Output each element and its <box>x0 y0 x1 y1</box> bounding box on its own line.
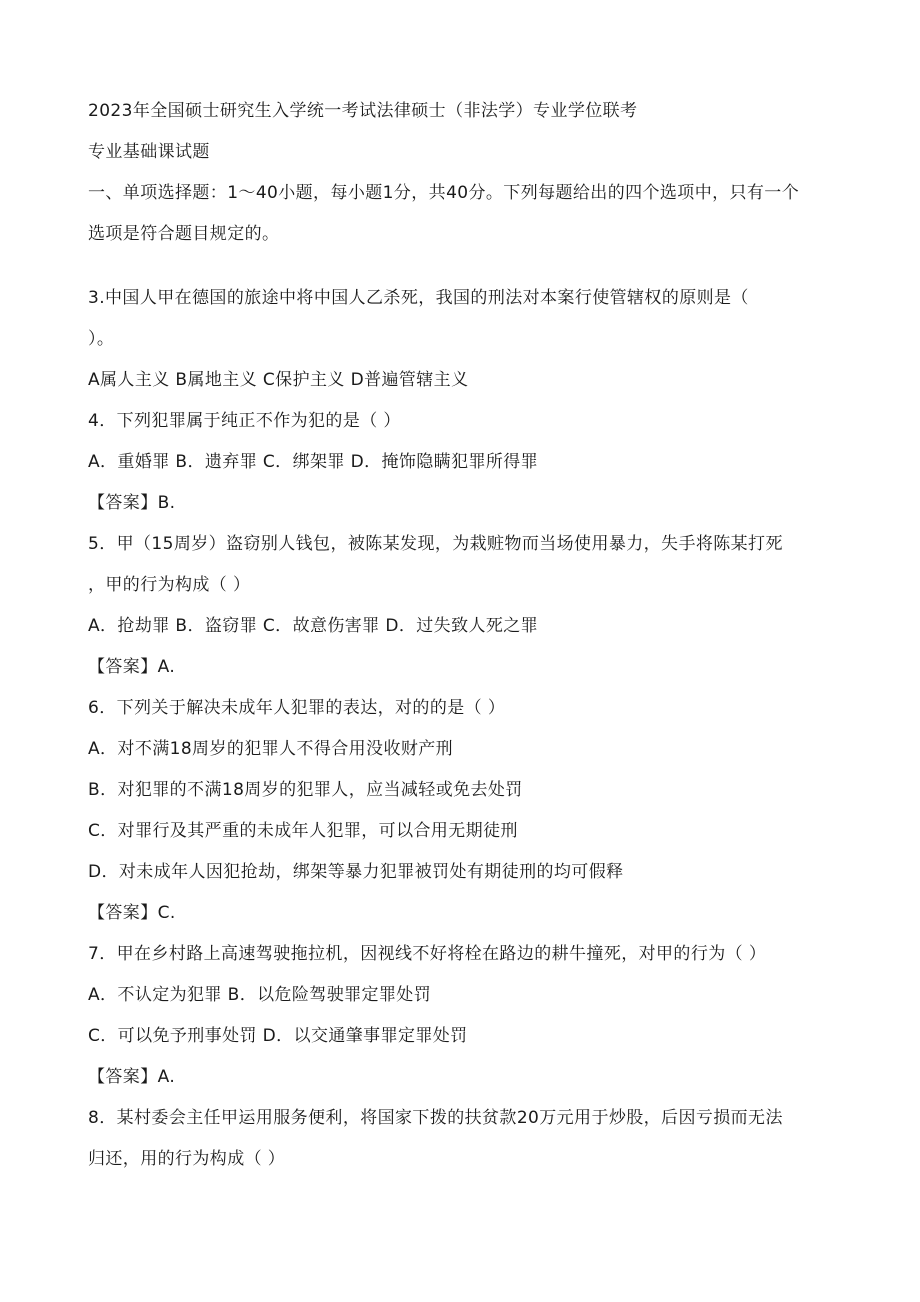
document-subtitle: 专业基础课试题 <box>88 142 210 162</box>
document-title: 2023年全国硕士研究生入学统一考试法律硕士（非法学）专业学位联考 <box>88 101 638 121</box>
question-5-answer: 【答案】A. <box>88 657 176 677</box>
question-6-option-d: D．对未成年人因犯抢劫，绑架等暴力犯罪被罚处有期徒刑的均可假释 <box>88 862 624 882</box>
question-3-stem-line-1: 3.中国人甲在德国的旅途中将中国人乙杀死，我国的刑法对本案行使管辖权的原则是（ <box>88 288 749 308</box>
question-6-stem: 6．下列关于解决未成年人犯罪的表达，对的的是（ ） <box>88 698 506 718</box>
question-3-stem-line-2: ）。 <box>88 329 115 349</box>
question-8-stem-line-2: 归还，用的行为构成（ ） <box>88 1149 286 1169</box>
question-4-stem: 4．下列犯罪属于纯正不作为犯的是（ ） <box>88 411 401 431</box>
question-5-stem-line-1: 5．甲（15周岁）盗窃别人钱包，被陈某发现，为栽赃物而当场使用暴力，失手将陈某打死 <box>88 534 783 554</box>
question-5-stem-line-2: ，甲的行为构成（ ） <box>88 575 251 595</box>
question-7-answer: 【答案】A. <box>88 1067 176 1087</box>
section-heading-line-1: 一、单项选择题：1～40小题，每小题1分，共40分。下列每题给出的四个选项中，只有一个 <box>88 183 800 203</box>
question-8-stem-line-1: 8．某村委会主任甲运用服务便利，将国家下拨的扶贫款20万元用于炒股，后因亏损而无法 <box>88 1108 783 1128</box>
question-4-options: A．重婚罪 B．遗弃罪 C．绑架罪 D．掩饰隐瞒犯罪所得罪 <box>88 452 539 472</box>
question-6-option-a: A．对不满18周岁的犯罪人不得合用没收财产刑 <box>88 739 454 759</box>
question-3-options: A属人主义 B属地主义 C保护主义 D普遍管辖主义 <box>88 370 469 390</box>
question-6-option-b: B．对犯罪的不满18周岁的犯罪人，应当减轻或免去处罚 <box>88 780 523 800</box>
question-5-options: A．抢劫罪 B．盗窃罪 C．故意伤害罪 D．过失致人死之罪 <box>88 616 539 636</box>
question-6-answer: 【答案】C. <box>88 903 176 923</box>
question-7-options-line-2: C．可以免予刑事处罚 D．以交通肇事罪定罪处罚 <box>88 1026 468 1046</box>
question-7-options-line-1: A．不认定为犯罪 B．以危险驾驶罪定罪处罚 <box>88 985 432 1005</box>
question-7-stem: 7．甲在乡村路上高速驾驶拖拉机，因视线不好将栓在路边的耕牛撞死，对甲的行为（ ） <box>88 944 767 964</box>
section-heading-line-2: 选项是符合题目规定的。 <box>88 224 280 244</box>
question-4-answer: 【答案】B. <box>88 493 176 513</box>
question-6-option-c: C．对罪行及其严重的未成年人犯罪，可以合用无期徒刑 <box>88 821 518 841</box>
